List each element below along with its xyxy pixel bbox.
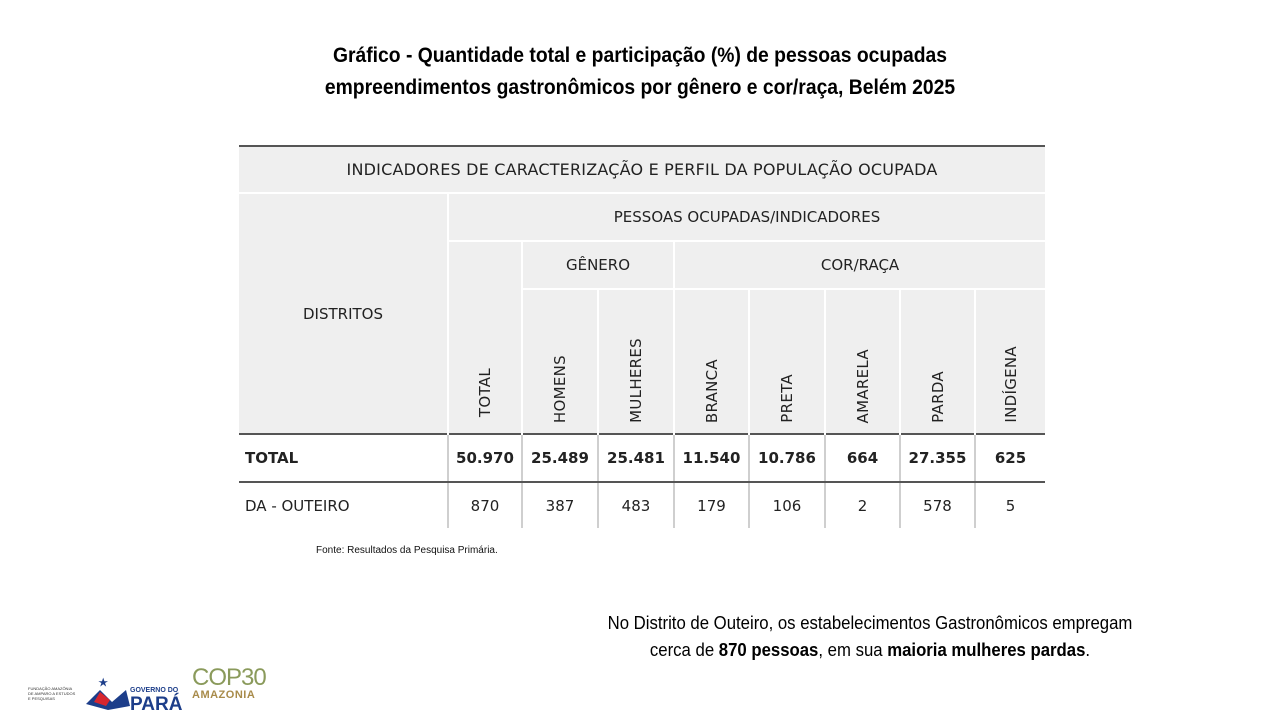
col-header-indigena: INDÍGENA: [975, 289, 1045, 434]
col-header-branca: BRANCA: [674, 289, 749, 434]
col-header-preta: PRETA: [749, 289, 825, 434]
table-cell: 5: [975, 482, 1045, 528]
cor-raca-header: COR/RAÇA: [674, 241, 1045, 289]
col-header-parda: PARDA: [900, 289, 975, 434]
table-cell: 50.970: [448, 434, 522, 482]
title-line-1: Gráfico - Quantidade total e participação (%) de pessoas ocupadas: [332, 44, 948, 67]
table-cell: 2: [825, 482, 900, 528]
table-cell: 10.786: [749, 434, 825, 482]
table-main-header: INDICADORES DE CARACTERIZAÇÃO E PERFIL DA POPULAÇÃO OCUPADA: [239, 146, 1045, 193]
indicators-table: [239, 145, 1045, 528]
page-title: [272, 40, 1008, 104]
genero-header: GÊNERO: [522, 241, 674, 289]
col-header-homens: HOMENS: [522, 289, 598, 434]
table-cell: 625: [975, 434, 1045, 482]
source-note: Fonte: Resultados da Pesquisa Primária.: [316, 545, 498, 556]
note-highlight-group: maioria mulheres pardas: [887, 640, 1086, 660]
row-label: DA - OUTEIRO: [245, 496, 350, 515]
table-cell: 483: [598, 482, 674, 528]
table-row: [239, 434, 1045, 482]
table-cell: 387: [522, 482, 598, 528]
distritos-header: DISTRITOS: [239, 193, 448, 434]
cop30-amazonia-logo: COP30 AMAZONIA: [192, 664, 266, 701]
table-cell: 179: [674, 482, 749, 528]
table-cell: 27.355: [900, 434, 975, 482]
table-cell: 106: [749, 482, 825, 528]
svg-text:PARÁ: PARÁ: [130, 694, 183, 715]
col-header-amarela: AMARELA: [825, 289, 900, 434]
table-cell: 25.481: [598, 434, 674, 482]
footer-logos: [28, 662, 278, 714]
note-line-1: No Distrito de Outeiro, os estabelecimentos Gastronômicos empregam: [607, 613, 1133, 633]
table-row: [239, 482, 1045, 528]
fapespa-logo: FUNDAÇÃO AMAZÔNIA DE AMPARO A ESTUDOS E PESQUISAS: [28, 686, 76, 701]
table-cell: 578: [900, 482, 975, 528]
summary-note: [568, 610, 1173, 664]
table-cell: 25.489: [522, 434, 598, 482]
col-header-mulheres: MULHERES: [598, 289, 674, 434]
svg-text:GOVERNO DO: GOVERNO DO: [130, 687, 179, 694]
title-line-2: empreendimentos gastronômicos por gênero e cor/raça, Belém 2025: [324, 76, 956, 99]
note-line-2: cerca de 870 pessoas, em sua maioria mulheres pardas.: [649, 640, 1091, 660]
note-highlight-count: 870 pessoas: [718, 640, 819, 660]
table-cell: 11.540: [674, 434, 749, 482]
table-cell: 664: [825, 434, 900, 482]
table-cell: 870: [448, 482, 522, 528]
row-label: TOTAL: [239, 434, 448, 482]
col-header-total: TOTAL: [448, 241, 522, 434]
group-header: PESSOAS OCUPADAS/INDICADORES: [448, 193, 1045, 241]
